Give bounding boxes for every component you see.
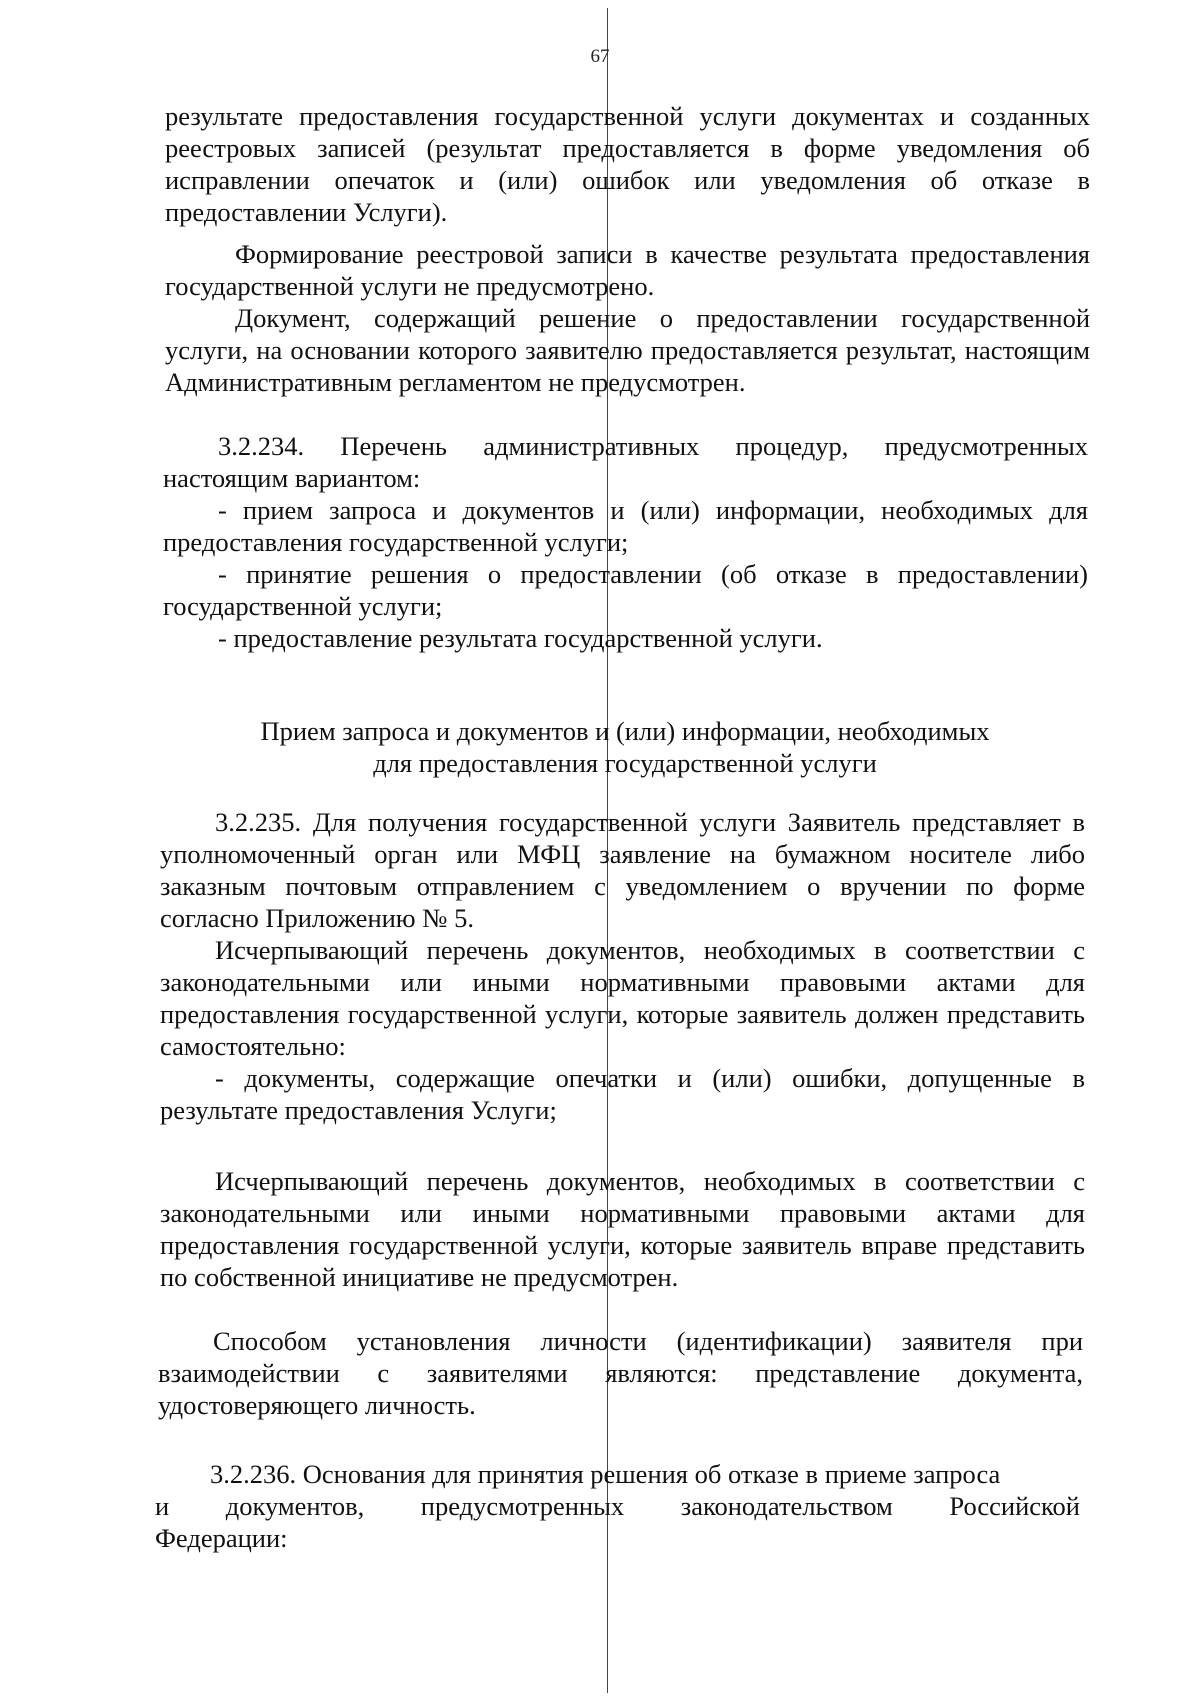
paragraph-identification-block — [158, 1325, 1083, 1421]
paragraph-optional-docs-block — [160, 1165, 1085, 1293]
clause-3-2-236 — [155, 1458, 1080, 1554]
clause-3-2-235-text: 3.2.235. Для получения государственной услуги Заявитель представляет в уполномоченный орган или МФЦ заявление на бумажном носителе либо заказным почтовым отправлением с уведомлением о вручении по форме согласно Приложению № 5. — [160, 807, 1085, 933]
paragraph-optional-docs: Исчерпывающий перечень документов, необходимых в соответствии с законодательными или иными нормативными правовыми актами для предоставления государственной услуги, которые заявитель вправе представить по собственной инициативе не предусмотрен. — [160, 1166, 1085, 1292]
list-item: - документы, содержащие опечатки и (или) ошибки, допущенные в результате предоставления Услуги; — [160, 1063, 1085, 1125]
paragraph-1-block — [165, 100, 1090, 228]
paragraph-identification: Способом установления личности (идентификации) заявителя при взаимодействии с заявителями являются: представление документа, удостоверяющего личность. — [158, 1326, 1083, 1420]
clause-3-2-234 — [163, 430, 1088, 654]
clause-3-2-236-line-2: и документов, предусмотренных законодательством Российской — [155, 1491, 1080, 1521]
list-item: - предоставление результата государственной услуги. — [218, 623, 823, 653]
paragraph-3-block — [165, 302, 1090, 398]
clause-3-2-235 — [160, 806, 1085, 1126]
paragraph-2: Формирование реестровой записи в качестве результата предоставления государственной услуги не предусмотрено. — [165, 239, 1090, 301]
list-item: - принятие решения о предоставлении (об отказе в предоставлении) государственной услуги; — [163, 559, 1088, 621]
clause-3-2-236-line-3: Федерации: — [155, 1523, 288, 1553]
section-heading — [160, 715, 1090, 779]
list-item: - прием запроса и документов и (или) информации, необходимых для предоставления государственной услуги; — [163, 495, 1088, 557]
paragraph-3: Документ, содержащий решение о предоставлении государственной услуги, на основании которого заявителю предоставляется результат, настоящим Административным регламентом не предусмотрен. — [165, 303, 1090, 397]
paragraph-required-docs: Исчерпывающий перечень документов, необходимых в соответствии с законодательными или иными нормативными правовыми актами для предоставления государственной услуги, которые заявитель должен представить самостоятельно: — [160, 935, 1085, 1061]
page-number: 67 — [590, 46, 610, 67]
section-heading-line-2: для предоставления государственной услуги — [373, 748, 877, 778]
clause-3-2-234-text: 3.2.234. Перечень административных процедур, предусмотренных настоящим вариантом: — [163, 431, 1088, 493]
section-heading-line-1: Прием запроса и документов и (или) информации, необходимых — [260, 716, 990, 746]
clause-3-2-236-line-1: 3.2.236. Основания для принятия решения об отказе в приеме запроса — [210, 1459, 1001, 1489]
paragraph-1: результате предоставления государственной услуги документах и созданных реестровых записей (результат предоставляется в форме уведомления об исправлении опечаток и (или) ошибок или уведомления об отказе в предоставлении Услуги). — [165, 101, 1090, 227]
paragraph-2-block — [165, 238, 1090, 302]
